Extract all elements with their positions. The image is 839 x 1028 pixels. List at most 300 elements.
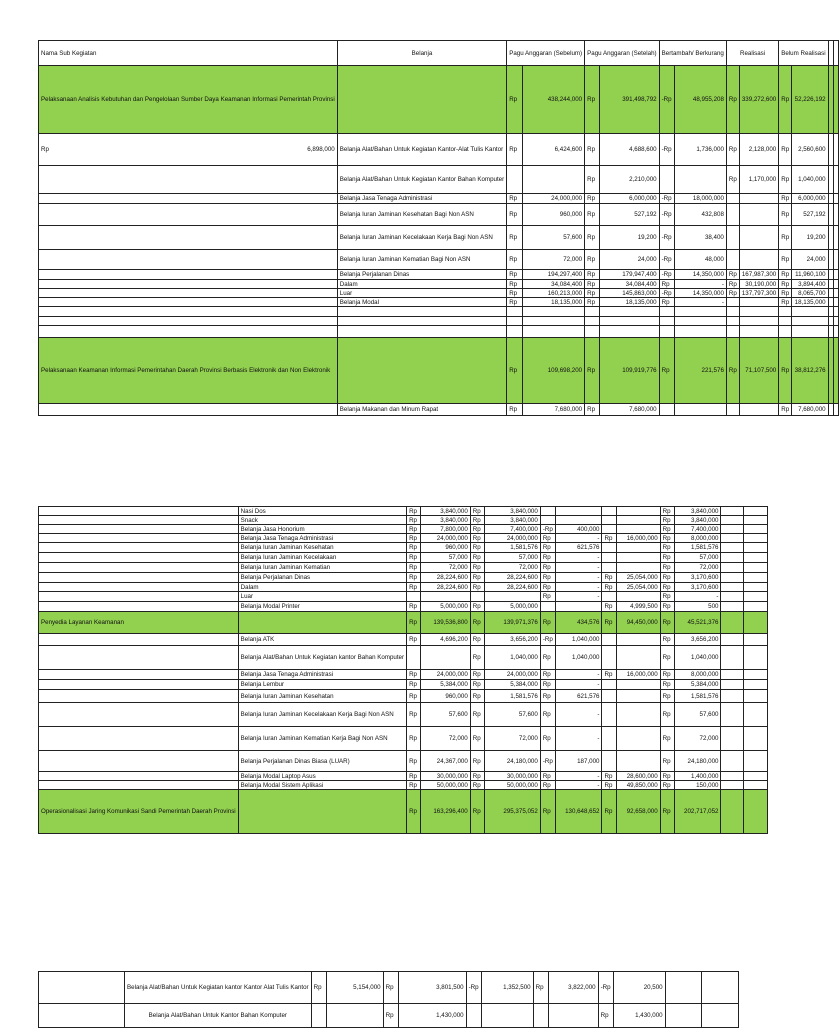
rp-label: Rp [660,790,674,834]
bertambah-value: 14,350,000 [674,289,726,298]
bertambah-value: 1,040,000 [555,634,602,646]
rp-label: Rp [407,516,421,525]
bertambah-value: - [555,781,602,790]
pagu-sebelum-value: 72,000 [523,250,585,270]
pagu-sebelum-value: 960,000 [523,204,585,226]
rp-label: Rp [602,772,616,781]
belum-value: 72,000 [674,727,721,751]
pagu-sebelum-value: 194,297,400 [523,270,585,280]
rp-label: -Rp [659,66,674,134]
pagu-sebelum-value: 438,244,000 [523,66,585,134]
belanja-label: Belanja Jasa Tenaga Administrasi [238,534,406,543]
table-row [39,583,768,592]
budget-table-section-1 [38,40,839,416]
belum-value: 3,840,000 [674,516,721,525]
pagu-sebelum-value: 5,000,000 [421,602,471,612]
rp-label: Rp [470,516,484,525]
rp-label: Rp [407,525,421,534]
realisasi-value: 1,170,000 [739,166,778,194]
rp-label: Rp [470,563,484,573]
bertambah-value: - [555,727,602,751]
belanja-label: Belanja Jasa Honorium [238,525,406,534]
bertambah-value: - [555,534,602,543]
belanja-label: Belanja Iuran Jaminan Kecelakaan Kerja Bagi Non ASN [337,226,506,250]
bertambah-value: - [555,772,602,781]
pagu-sebelum-value: 72,000 [421,727,471,751]
table-row [39,772,768,781]
rp-label: Rp [470,602,484,612]
realisasi-value: 2,128,000 [739,134,778,166]
rp-label: Rp [779,166,792,194]
table-row [39,972,739,1004]
rp-label: Rp [540,583,555,592]
belum-value: 11,960,100 [792,270,828,280]
rp-label: Rp [585,134,599,166]
belum-value: 38,812,276 [792,338,828,404]
rp-label: Rp [659,280,674,289]
table-row [39,680,768,690]
rp-label: Rp [507,270,523,280]
rp-label: -Rp [659,270,674,280]
empty-row [39,326,839,338]
rp-label: Rp [660,553,674,563]
rp-label: Rp [470,612,484,634]
pagu-sebelum-value: 5,384,000 [421,680,471,690]
belanja-label: Snack [238,516,406,525]
rp-label: Rp [660,592,674,602]
rp-label: -Rp [659,226,674,250]
belum-value: 7,680,000 [792,404,828,416]
table-row [39,270,839,280]
belum-value: 3,656,200 [674,634,721,646]
belum-value: 2,560,600 [792,134,828,166]
rp-label: -Rp [466,972,481,1004]
blank-cell [833,66,838,134]
rp-label: Rp [660,507,674,516]
bertambah-value: 130,648,652 [555,790,602,834]
sub-kegiatan-name: Pelaksanaan Analisis Kebutuhan dan Pengelolaan Sumber Daya Keamanan Informasi Pemerintah Provinsi [39,66,338,134]
rp-label: Rp [540,670,555,680]
rp-label: -Rp [659,204,674,226]
belum-value: 1,040,000 [674,646,721,670]
table-row [39,204,839,226]
belum-value: 8,065,700 [792,289,828,298]
pagu-sebelum-value: 5,154,000 [326,972,383,1004]
bertambah-value: - [674,298,726,307]
realisasi-value: 94,450,000 [616,612,660,634]
rp-label: Rp [540,543,555,553]
rp-label: Rp [660,602,674,612]
blank-cell [39,194,338,204]
belum-value: 500 [674,602,721,612]
rp-label: Rp [660,534,674,543]
bertambah-value: - [555,670,602,680]
rp-label: Rp [311,972,326,1004]
rp-label: Rp [660,727,674,751]
table-row [39,573,768,583]
pagu-setelah-value: 3,840,000 [484,516,540,525]
rp-label: Rp [507,280,523,289]
belum-value: 8,000,000 [674,534,721,543]
belanja-label: Belanja Iuran Jaminan Kematian Kerja Bagi Non ASN [238,727,406,751]
rp-label: Rp [585,280,599,289]
bertambah-value: - [555,680,602,690]
rp-label: Rp [540,781,555,790]
rp-label: Rp [540,703,555,727]
rp-label: Rp [507,226,523,250]
blank-cell [507,166,523,194]
realisasi-value: 16,000,000 [616,534,660,543]
pagu-sebelum-value: 109,698,200 [523,338,585,404]
table-row [39,727,768,751]
group-row [39,790,768,834]
belum-value: 45,521,376 [674,612,721,634]
bertambah-value: - [555,553,602,563]
pagu-setelah-value: 72,000 [484,727,540,751]
belum-value: 57,600 [674,703,721,727]
rp-label: Rp [660,670,674,680]
belanja-label: Belanja Iuran Jaminan Kematian Bagi Non ASN [337,250,506,270]
rp-label: Rp [407,602,421,612]
rp-label: Rp [779,289,792,298]
blank-cell [833,270,838,280]
bertambah-value: 38,400 [674,226,726,250]
pagu-setelah-value: 50,000,000 [484,781,540,790]
belanja-label: Belanja Modal [337,298,506,307]
rp-label: Rp [602,573,616,583]
rp-label: Rp [407,553,421,563]
rp-label: Rp [470,790,484,834]
table-row [39,525,768,534]
pagu-setelah-value: 24,000 [599,250,659,270]
blank-cell [726,204,739,226]
pagu-setelah-value: 5,384,000 [484,680,540,690]
header-bertambah: Bertambah/ Berkurang [659,41,726,66]
rp-label: Rp [585,338,599,404]
bertambah-value: 1,736,000 [674,134,726,166]
rp-label: Rp [779,66,792,134]
belum-value: 1,040,000 [792,166,828,194]
group-row [39,338,839,404]
rp-label: Rp [726,289,739,298]
blank-cell [337,66,506,134]
bertambah-value: 1,352,500 [481,972,533,1004]
blank-cell [833,226,838,250]
bertambah-value: 432,808 [674,204,726,226]
blank-cell [39,204,338,226]
blank-cell [833,280,838,289]
rp-label: Rp [602,534,616,543]
pagu-setelah-value: 179,947,400 [599,270,659,280]
pagu-setelah-value: 24,000,000 [484,534,540,543]
rp-label: Rp [407,612,421,634]
sub-kegiatan-name: Penyedia Layanan Keamanan [39,612,239,634]
pagu-setelah-value: 2,210,000 [599,166,659,194]
blank-cell [833,166,838,194]
blank-cell [39,226,338,250]
blank-cell [739,404,778,416]
pagu-setelah-value: 1,040,000 [484,646,540,670]
pagu-sebelum-value: 50,000,000 [421,781,471,790]
rp-label: Rp [585,298,599,307]
table-row [39,553,768,563]
rp-label: Rp [470,646,484,670]
rp-label: -Rp [540,751,555,772]
rp-label: Rp [407,727,421,751]
rp-label: Rp [602,781,616,790]
blank-cell [674,166,726,194]
belum-value: 5,384,000 [674,680,721,690]
rp-label: Rp [540,690,555,703]
rp-label: Rp [470,703,484,727]
rp-label: Rp [585,194,599,204]
pagu-sebelum-value: 139,536,800 [421,612,471,634]
pagu-sebelum-value: 30,000,000 [421,772,471,781]
belanja-label: Belanja Lembur [238,680,406,690]
rp-label: Rp [470,670,484,680]
belum-value: 3,894,400 [792,280,828,289]
header-belanja: Belanja [337,41,506,66]
pagu-setelah-value: 24,000,000 [484,670,540,680]
pagu-sebelum-value: 960,000 [421,690,471,703]
pagu-sebelum-value: 3,840,000 [421,516,471,525]
belanja-label: Luar [337,289,506,298]
belum-value: 3,840,000 [674,507,721,516]
rp-label: Rp [407,543,421,553]
blank-cell [726,250,739,270]
table-row [39,194,839,204]
rp-label: Rp [660,612,674,634]
rp-label: Rp [585,250,599,270]
pagu-setelah-value: 145,863,000 [599,289,659,298]
rp-label: Rp [470,553,484,563]
rp-label: Rp [383,1004,398,1028]
rp-label: Rp [470,772,484,781]
rp-label: Rp [779,226,792,250]
budget-table-section-2 [38,506,768,834]
rp-label: Rp [659,338,674,404]
belanja-label: Belanja Jasa Tenaga Administrasi [337,194,506,204]
blank-cell [39,250,338,270]
belum-value: 1,400,000 [674,772,721,781]
rp-label: Rp [659,298,674,307]
bertambah-value: - [555,592,602,602]
rp-label: Rp [585,404,599,416]
bertambah-value: - [555,573,602,583]
realisasi-value: 25,054,000 [616,573,660,583]
belanja-label: Belanja Iuran Jaminan Kecelakaan [238,553,406,563]
bertambah-value: 48,955,208 [674,66,726,134]
realisasi-value: 30,190,000 [739,280,778,289]
table-row [39,646,768,670]
empty-row [39,307,839,317]
rp-label: Rp [660,781,674,790]
rp-label: Rp [407,781,421,790]
belanja-label: Belanja Jasa Tenaga Administrasi [238,670,406,680]
rp-label: Rp [540,772,555,781]
bertambah-value: 621,576 [555,690,602,703]
rp-label: Rp [470,583,484,592]
realisasi-value: 3,822,000 [548,972,598,1004]
budget-table-section-3 [38,971,739,1028]
belanja-label: Belanja Perjalanan Dinas [337,270,506,280]
table-row [39,516,768,525]
belum-value: 19,200 [792,226,828,250]
rp-label: -Rp [540,525,555,534]
blank-cell [833,404,838,416]
rp-label: Rp [470,525,484,534]
belanja-label: Belanja Alat/Bahan Untuk Kegiatan kantor Bahan Komputer [238,646,406,670]
belum-value: 24,180,000 [674,751,721,772]
pagu-sebelum-value: 7,800,000 [421,525,471,534]
blank-cell [726,194,739,204]
table-row [39,563,768,573]
rp-label: Rp [660,772,674,781]
rp-label: Rp [540,790,555,834]
rp-label: Rp [407,772,421,781]
pagu-sebelum-value: 34,084,400 [523,280,585,289]
rp-label: Rp [507,66,523,134]
pagu-setelah-value: 57,600 [484,703,540,727]
bertambah-value: 18,000,000 [674,194,726,204]
rp-label: Rp [779,134,792,166]
rp-label: Rp [726,166,739,194]
pagu-setelah-value: 18,135,000 [599,298,659,307]
blank-cell [833,289,838,298]
pagu-setelah-value: 57,000 [484,553,540,563]
rp-label: Rp [407,634,421,646]
blank-cell [833,338,838,404]
pagu-sebelum-value: 7,680,000 [523,404,585,416]
belum-value: 3,170,600 [674,573,721,583]
rp-label: Rp [407,670,421,680]
rp-label: Rp [779,194,792,204]
rp-label: Rp [407,583,421,592]
rp-label: Rp [540,553,555,563]
pagu-setelah-value: 3,840,000 [484,507,540,516]
pagu-setelah-value: 19,200 [599,226,659,250]
bertambah-value: 400,000 [555,525,602,534]
bertambah-value: - [674,280,726,289]
rp-label: Rp [540,727,555,751]
blank-cell [833,194,838,204]
bertambah-value: 621,576 [555,543,602,553]
rp-label: Rp [602,602,616,612]
rp-label: Rp [407,563,421,573]
pagu-setelah-value: 28,224,600 [484,583,540,592]
rp-label: Rp [660,751,674,772]
blank-cell [39,404,338,416]
table-row [39,634,768,646]
rp-label: Rp [779,280,792,289]
rp-label: -Rp [659,194,674,204]
blank-cell [726,226,739,250]
rp-label: Rp [660,516,674,525]
rp-label: Rp [660,703,674,727]
pagu-setelah-value: 3,801,500 [398,972,466,1004]
bertambah-value: 187,000 [555,751,602,772]
belanja-label: Belanja Alat/Bahan Untuk Kantor Bahan Komputer [125,1004,312,1028]
rp-label: Rp [726,66,739,134]
blank-cell [726,404,739,416]
header-nama-sub-kegiatan: Nama Sub Kegiatan [39,41,338,66]
bertambah-value: - [555,703,602,727]
rp-label: Rp [507,338,523,404]
rp-label: Rp [507,404,523,416]
header-realisasi: Realisasi [726,41,778,66]
blank-cell [833,298,838,307]
table-row [39,543,768,553]
rp-label: -Rp [540,634,555,646]
pagu-sebelum-value: 57,600 [421,703,471,727]
bertambah-value: - [555,563,602,573]
pagu-sebelum-value: 28,224,600 [421,583,471,592]
rp-label: Rp [407,690,421,703]
pagu-setelah-value: 7,400,000 [484,525,540,534]
rp-label: Rp [660,543,674,553]
pagu-setelah-value: 295,375,052 [484,790,540,834]
rp-label: Rp [585,66,599,134]
table-row [39,166,839,194]
table-row [39,507,768,516]
rp-label: Rp [540,563,555,573]
pagu-sebelum-value: 57,000 [421,553,471,563]
rp-label: Rp [779,298,792,307]
belum-value: 7,400,000 [674,525,721,534]
rp-label: Rp [407,680,421,690]
pagu-sebelum-value: 72,000 [421,563,471,573]
blank-cell [659,404,674,416]
belanja-label: Belanja Iuran Jaminan Kesehatan [238,690,406,703]
table-row [39,670,768,680]
rp-label: Rp [507,194,523,204]
blank-cell [739,226,778,250]
table-row [39,751,768,772]
belum-value: 6,000,000 [792,194,828,204]
realisasi-value: 339,272,600 [739,66,778,134]
belum-value: 24,000 [792,250,828,270]
pagu-sebelum-value: 160,213,000 [523,289,585,298]
realisasi-value: 167,987,300 [739,270,778,280]
blank-cell [39,270,338,280]
rp-label: Rp [407,534,421,543]
rp-label: Rp [540,573,555,583]
belum-value: 20,500 [613,972,665,1004]
blank-cell [523,166,585,194]
rp-label: Rp [585,226,599,250]
rp-label: Rp [470,634,484,646]
pagu-setelah-value: 139,971,376 [484,612,540,634]
belanja-label: Belanja Modal Printer [238,602,406,612]
pagu-sebelum-value: 18,135,000 [523,298,585,307]
table-row [39,534,768,543]
header-pagu-setelah: Pagu Anggaran (Setelah) [585,41,660,66]
table-row [39,1004,739,1028]
belum-value: 72,000 [674,563,721,573]
pagu-sebelum-value: 24,000,000 [523,194,585,204]
rp-label: Rp [470,751,484,772]
belum-value: 18,135,000 [792,298,828,307]
realisasi-value: 16,000,000 [616,670,660,680]
group-row [39,66,839,134]
belum-value: 57,000 [674,553,721,563]
pagu-setelah-value: 72,000 [484,563,540,573]
rp-label: Rp [602,790,616,834]
rp-label: Rp [540,680,555,690]
rp-label: Rp [779,204,792,226]
table-row [39,226,839,250]
pagu-setelah-value: 3,656,200 [484,634,540,646]
